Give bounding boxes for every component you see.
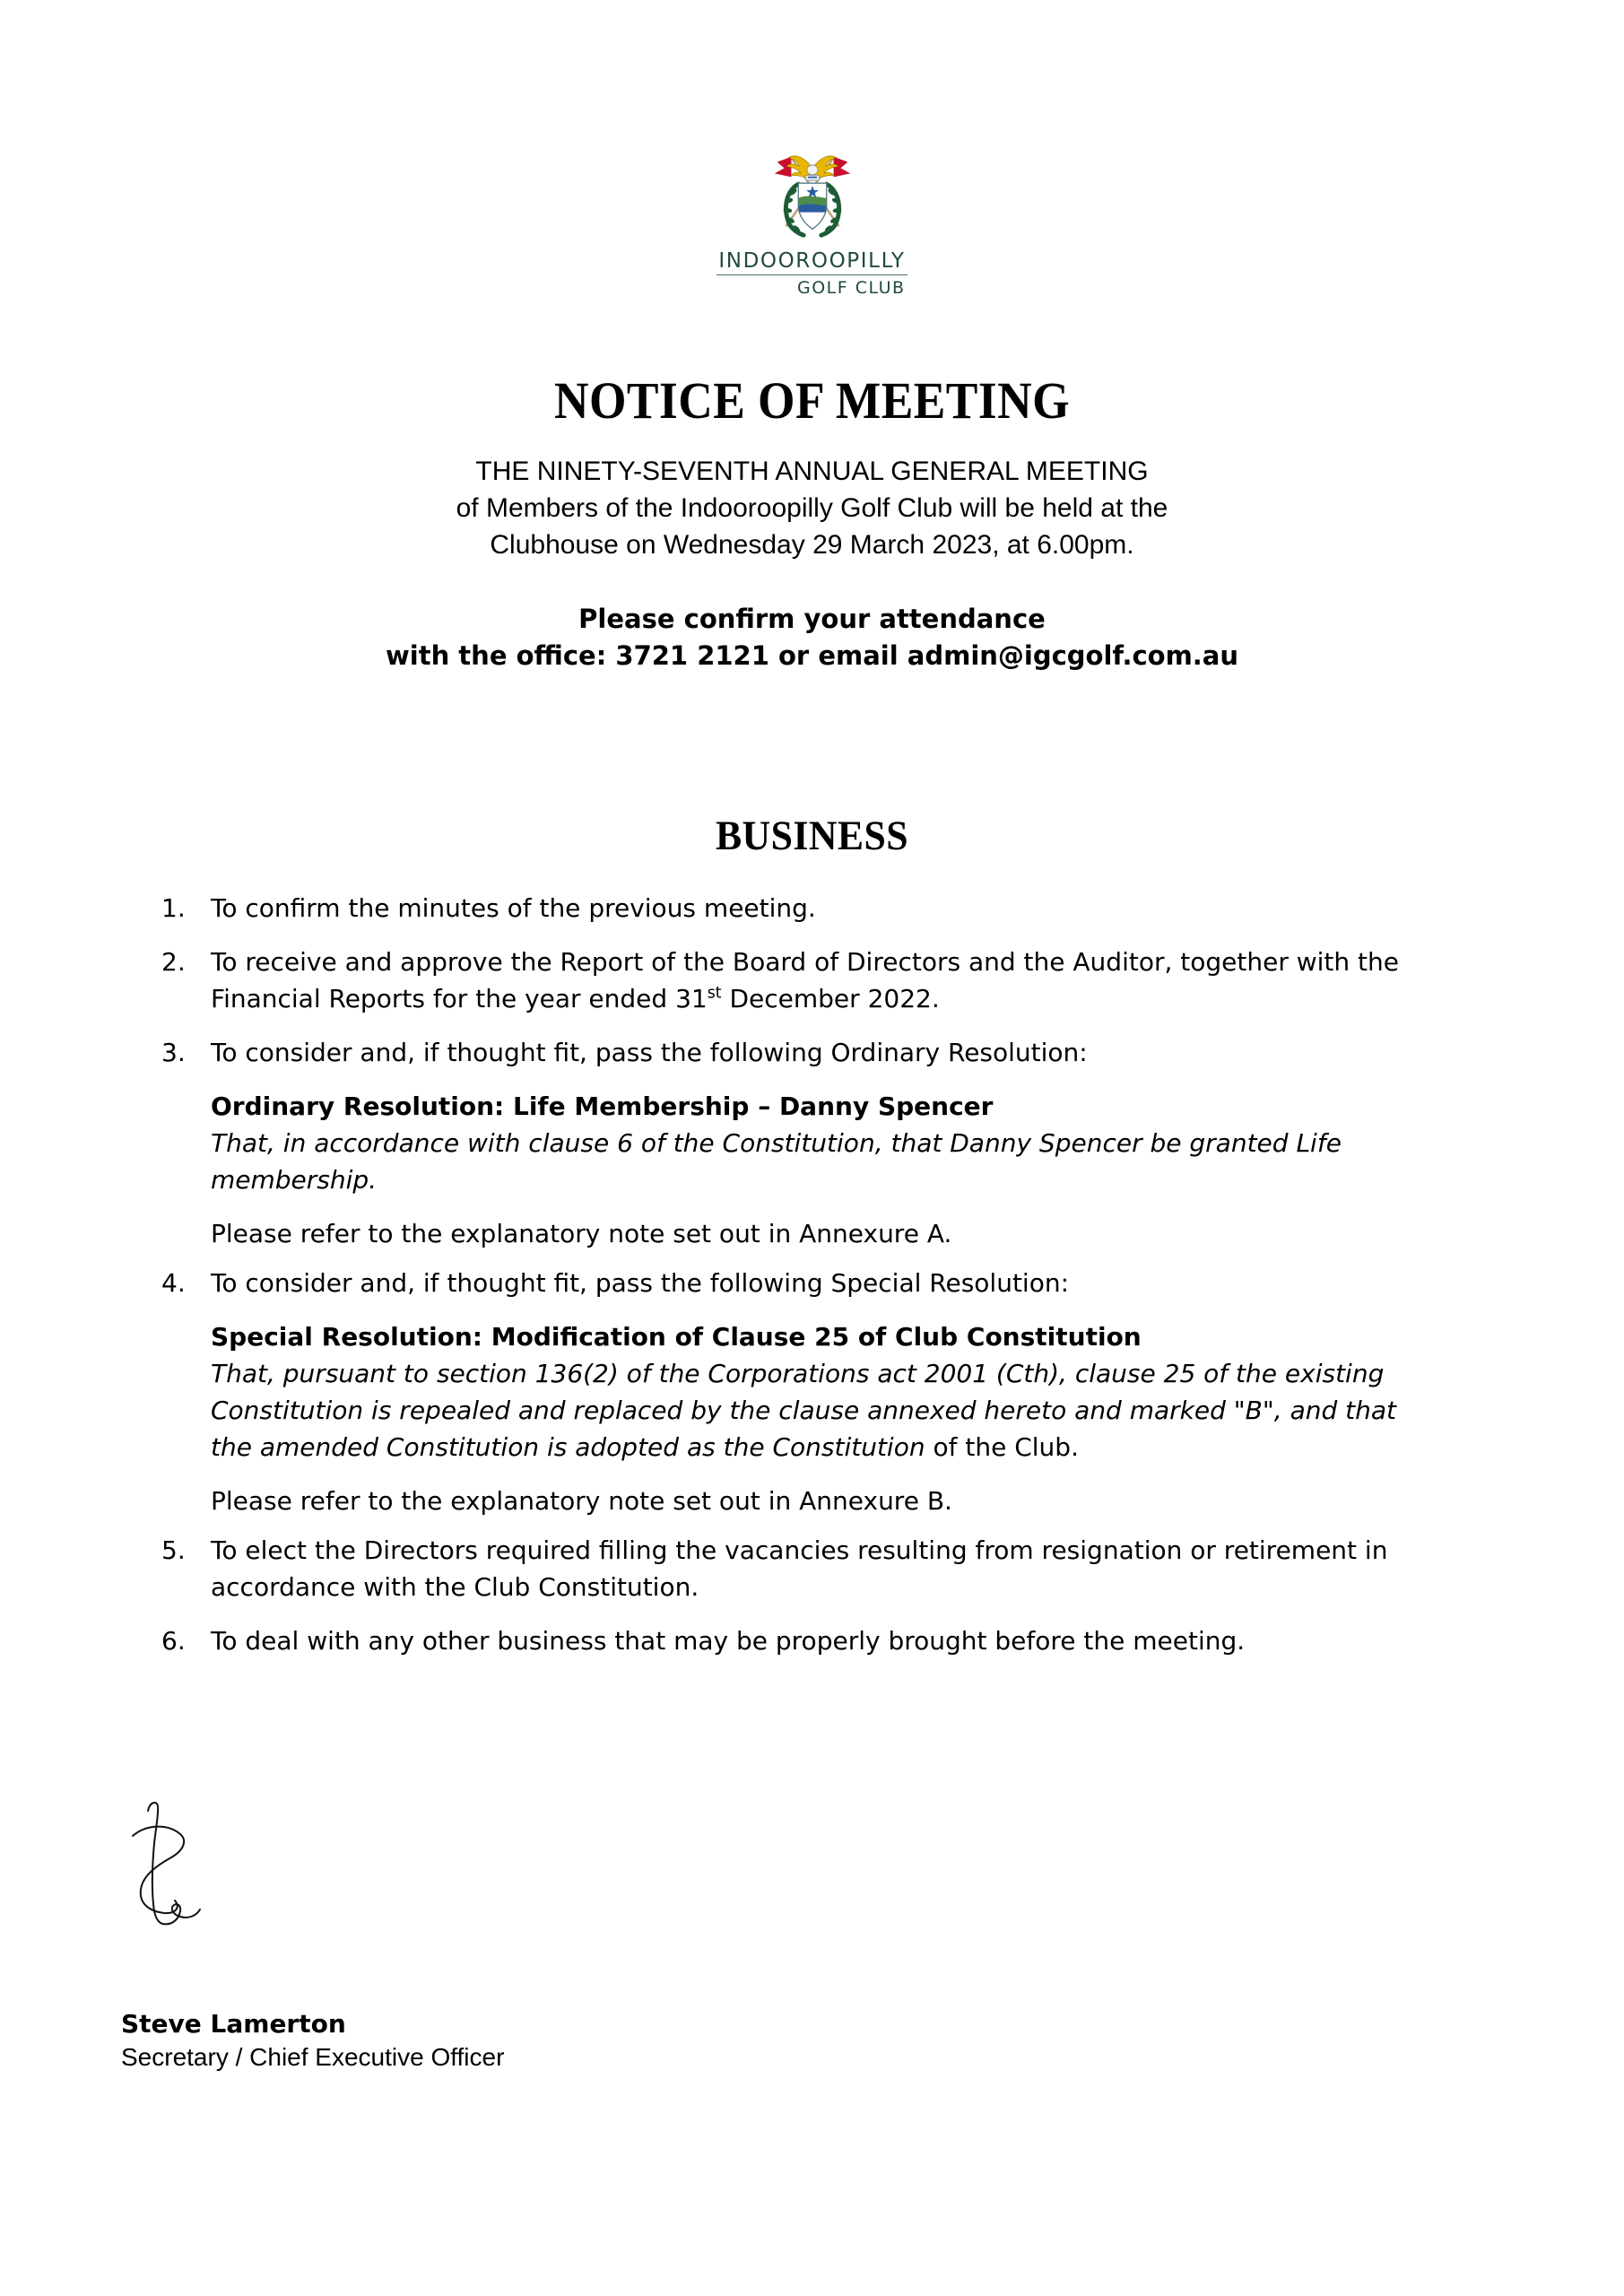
list-item-text: To consider and, if thought fit, pass the following Ordinary Resolution: xyxy=(211,1038,1088,1067)
page-title: NOTICE OF MEETING xyxy=(553,371,1071,430)
signature-area xyxy=(121,1780,749,1937)
list-item-number: 1. xyxy=(161,893,186,923)
signer-block xyxy=(121,2007,504,2074)
ordinary-resolution-block xyxy=(211,1088,1426,1252)
special-resolution-body-tail: of the Club. xyxy=(925,1432,1079,1462)
handwritten-signature-icon xyxy=(121,1780,291,1937)
list-item-text: To confirm the minutes of the previous meeting. xyxy=(211,893,816,923)
special-resolution-note: Please refer to the explanatory note set out in Annexure B. xyxy=(211,1486,952,1516)
list-item-number: 2. xyxy=(161,947,186,977)
list-item xyxy=(161,944,1426,1017)
list-item-text xyxy=(211,944,1426,1017)
ordinal-suffix: st xyxy=(707,984,722,1003)
list-item-text: To consider and, if thought fit, pass the following Special Resolution: xyxy=(211,1268,1070,1298)
ordinary-resolution-heading: Ordinary Resolution: Life Membership – Danny Spencer xyxy=(211,1091,994,1121)
special-resolution-body xyxy=(211,1355,1426,1465)
signer-name: Steve Lamerton xyxy=(121,2009,346,2039)
special-resolution-heading: Special Resolution: Modification of Clause 25 of Club Constitution xyxy=(211,1322,1142,1352)
golf-club-crest-icon xyxy=(760,142,865,248)
logo-club-subtitle: GOLF CLUB xyxy=(796,278,906,298)
signer-role: Secretary / Chief Executive Officer xyxy=(121,2043,505,2071)
list-item xyxy=(161,1532,1426,1605)
list-item xyxy=(161,890,1426,926)
business-list xyxy=(161,890,1426,1676)
list-item-text-part2: December 2022. xyxy=(721,984,940,1013)
list-item-number: 5. xyxy=(161,1535,186,1565)
list-item-text: To deal with any other business that may be properly brought before the meeting. xyxy=(211,1626,1246,1656)
list-item xyxy=(161,1034,1426,1071)
special-resolution-body-italic: That, pursuant to section 136(2) of the Corporations act 2001 (Cth), clause 25 of the existing Constitution is repealed and replaced by the clause annexed hereto and marked "B", and that the amended Constitution is adopted as the Constitution xyxy=(211,1359,1397,1462)
list-item xyxy=(161,1622,1426,1659)
logo-club-name: INDOOROOPILLY xyxy=(716,251,907,275)
confirm-line-1: Please confirm your attendance xyxy=(578,604,1046,634)
meeting-subtitle xyxy=(0,453,1624,563)
special-resolution-block xyxy=(211,1318,1426,1519)
confirm-line-2: with the office: 3721 2121 or email admin@igcgolf.com.au xyxy=(385,640,1239,671)
list-item xyxy=(161,1265,1426,1301)
logo-wordmark xyxy=(716,251,907,297)
ordinary-resolution-note: Please refer to the explanatory note set out in Annexure A. xyxy=(211,1219,952,1248)
subtitle-line-3: Clubhouse on Wednesday 29 March 2023, at 6.00pm. xyxy=(490,530,1134,560)
list-item-number: 6. xyxy=(161,1626,186,1656)
list-item-text: To elect the Directors required filling the vacancies resulting from resignation or retirement in accordance with the Club Constitution. xyxy=(211,1535,1388,1602)
list-item-number: 3. xyxy=(161,1038,186,1067)
club-logo xyxy=(0,142,1624,297)
subtitle-line-1: THE NINETY-SEVENTH ANNUAL GENERAL MEETING xyxy=(475,457,1149,486)
ordinary-resolution-body: That, in accordance with clause 6 of the Constitution, that Danny Spencer be granted Life membership. xyxy=(211,1128,1342,1195)
business-heading: BUSINESS xyxy=(715,813,909,859)
attendance-confirmation xyxy=(0,601,1624,674)
list-item-text-part1: To receive and approve the Report of the Board of Directors and the Auditor, together with the Financial Reports for the year ended 31 xyxy=(211,947,1399,1013)
list-item-number: 4. xyxy=(161,1268,186,1298)
subtitle-line-2: of Members of the Indooroopilly Golf Club will be held at the xyxy=(456,493,1168,523)
